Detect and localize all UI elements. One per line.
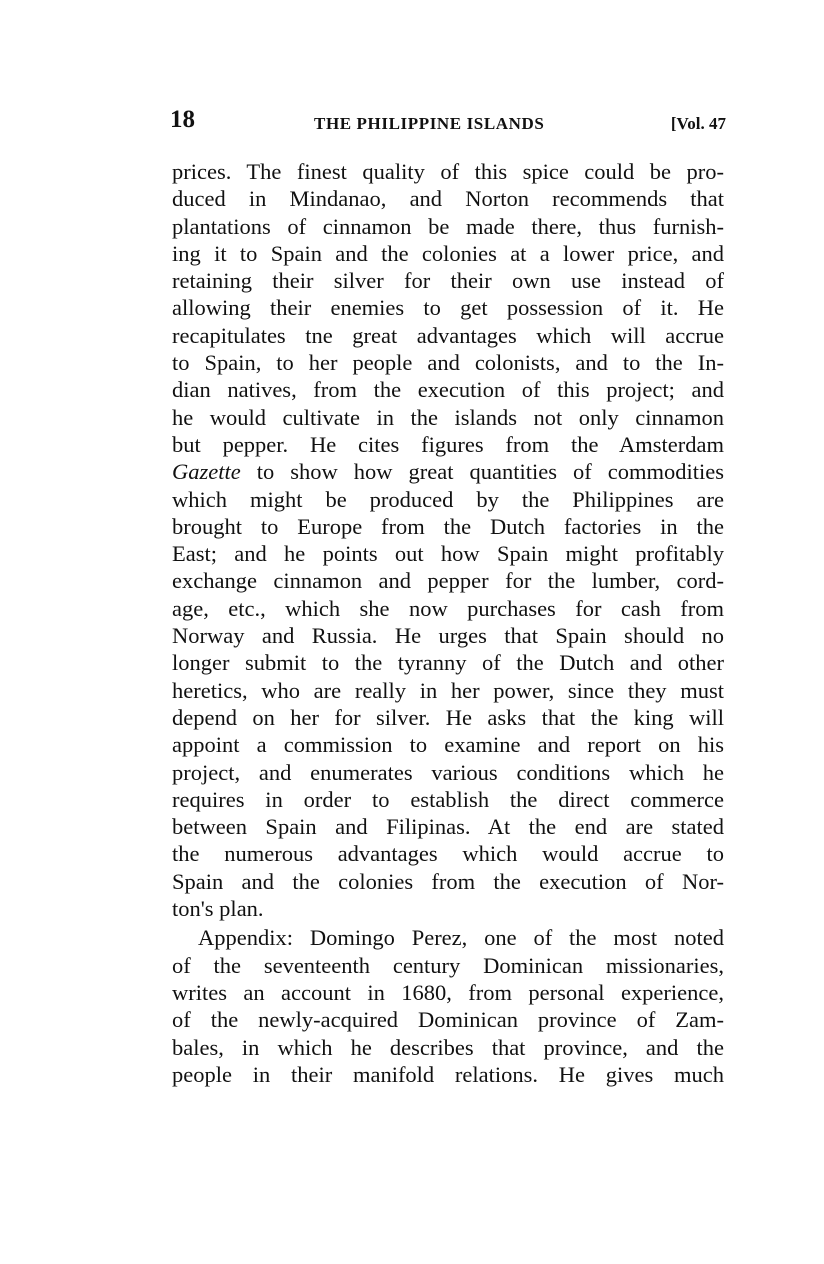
text-line: Appendix: Domingo Perez, one of the most noted: [198, 925, 724, 951]
text-line: exchange cinnamon and pepper for the lumber, cord-: [172, 568, 724, 594]
text-line: [172, 458, 724, 485]
text-line: heretics, who are really in her power, since they must: [172, 677, 724, 703]
book-title: THE PHILIPPINE ISLANDS: [314, 114, 545, 133]
text-line: dian natives, from the execution of this project; and: [172, 377, 724, 403]
text-line: age, etc., which she now purchases for cash from: [172, 595, 724, 621]
text-line: Spain and the colonies from the execution of Nor-: [172, 868, 724, 894]
volume-label: [Vol. 47: [670, 114, 726, 133]
text-line: bales, in which he describes that province, and the: [172, 1034, 724, 1060]
text-line: depend on her for silver. He asks that the king will: [172, 704, 724, 730]
gazette-title: Gazette: [172, 459, 241, 485]
text-line: the numerous advantages which would accrue to: [172, 841, 724, 867]
text-line: Norway and Russia. He urges that Spain should no: [172, 623, 724, 649]
text-line: brought to Europe from the Dutch factories in the: [172, 513, 724, 539]
text-line: East; and he points out how Spain might profitably: [172, 541, 724, 567]
text-line: to Spain, to her people and colonists, and to the In-: [172, 350, 724, 376]
text-line: appoint a commission to examine and report on his: [172, 732, 724, 758]
text-line: between Spain and Filipinas. At the end are stated: [172, 814, 724, 840]
text-line: but pepper. He cites figures from the Amsterdam: [172, 431, 724, 457]
text-line: recapitulates tne great advantages which will accrue: [172, 322, 724, 348]
text-line: project, and enumerates various conditions which he: [172, 759, 724, 785]
text-line: of the newly-acquired Dominican province of Zam-: [172, 1007, 724, 1033]
text-line: longer submit to the tyranny of the Dutch and other: [172, 650, 724, 676]
text-line: ton's plan.: [172, 896, 264, 922]
text-line: retaining their silver for their own use instead of: [172, 268, 724, 294]
text-line: writes an account in 1680, from personal experience,: [172, 979, 724, 1005]
text-line: which might be produced by the Philippines are: [172, 486, 724, 512]
text-line: ing it to Spain and the colonies at a lower price, and: [172, 240, 724, 266]
body-text: [172, 158, 724, 1088]
text-line-rest: to show how great quantities of commodities: [240, 459, 724, 485]
text-line: duced in Mindanao, and Norton recommends that: [172, 186, 724, 212]
text-line: prices. The finest quality of this spice could be pro-: [172, 159, 724, 184]
running-head: [170, 106, 730, 136]
text-line: allowing their enemies to get possession of it. He: [172, 295, 724, 321]
page-number: 18: [170, 106, 195, 133]
text-line: he would cultivate in the islands not only cinnamon: [172, 404, 724, 430]
text-line: of the seventeenth century Dominican missionaries,: [172, 952, 724, 978]
text-line: people in their manifold relations. He gives much: [172, 1061, 724, 1087]
text-line: plantations of cinnamon be made there, thus furnish-: [172, 213, 724, 239]
text-line: requires in order to establish the direct commerce: [172, 786, 724, 812]
